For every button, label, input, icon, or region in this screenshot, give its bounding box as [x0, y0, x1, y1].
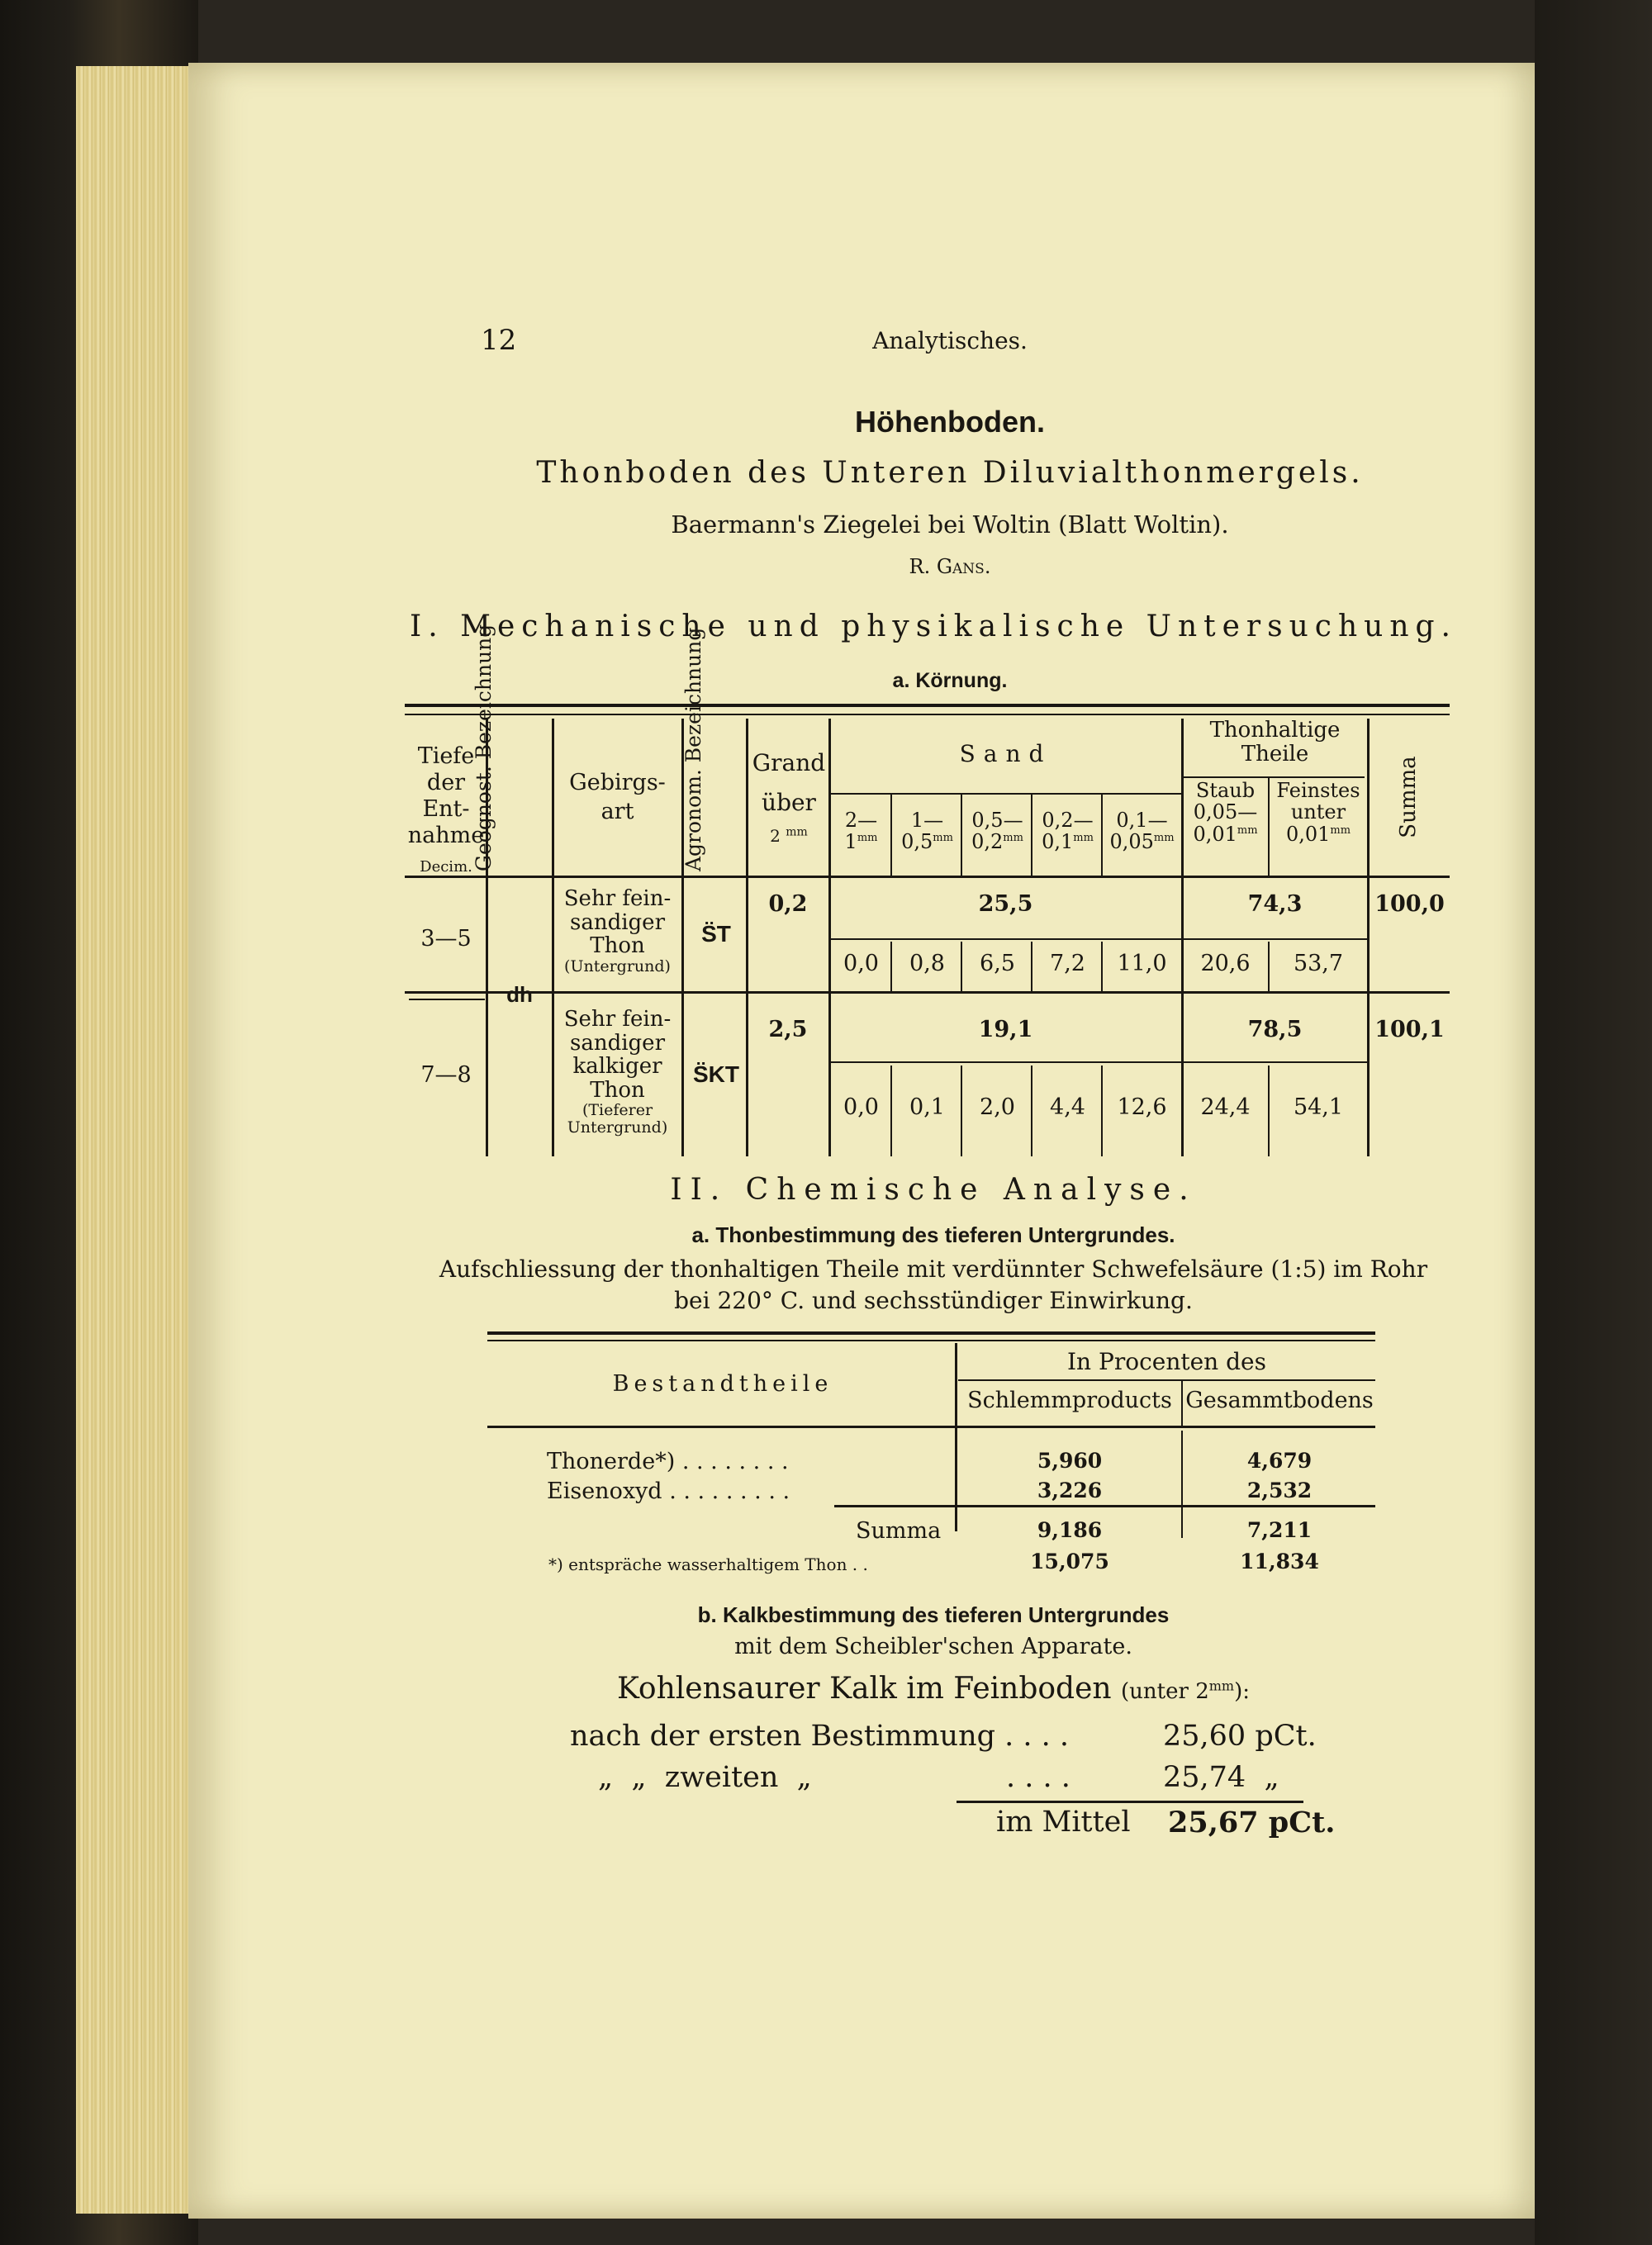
row2-sand-4: 4,4 — [1050, 1094, 1085, 1120]
header-sand-col-3: 0,5— $0,2^{mm}$ — [971, 809, 1023, 854]
row1-sand-1: 0,0 — [843, 951, 879, 976]
section-b-heading: b. Kalkbestimmung des tieferen Untergrundes — [697, 1602, 1170, 1627]
chem-footnote: *) entspräche wasserhaltigem Thon . . — [548, 1554, 868, 1574]
row1-thon-total: 74,3 — [1247, 891, 1303, 917]
row2-sand-total: 19,1 — [978, 1017, 1033, 1042]
kalk-row2-dots: . . . . — [1006, 1761, 1070, 1794]
kalk-row1-value: 25,60 pCt. — [1163, 1720, 1317, 1753]
row2-thon-total: 78,5 — [1247, 1017, 1303, 1042]
row2-sand-1: 0,0 — [843, 1094, 879, 1120]
row2-sand-5: 12,6 — [1117, 1094, 1167, 1120]
header-sand-col-2: 1— $0,5^{mm}$ — [901, 809, 953, 854]
section2-text-1: Aufschliessung der thonhaltigen Theile mit verdünnter Schwefelsäure (1:5) im Rohr — [439, 1255, 1428, 1283]
author: R. Gans. — [909, 555, 991, 578]
row2-depth: 7—8 — [420, 1062, 472, 1088]
book-page — [188, 63, 1535, 2219]
section1-heading: I. Mechanische und physikalische Untersuchung. — [409, 610, 1458, 643]
page-number: 12 — [481, 324, 517, 357]
row2-sand-2: 0,1 — [909, 1094, 945, 1120]
row1-agronom: S̈T — [701, 921, 731, 947]
row2-staub: 24,4 — [1200, 1094, 1251, 1120]
chem-row2-v1: 3,226 — [1037, 1478, 1103, 1502]
row1-grand: 0,2 — [768, 891, 808, 917]
row1-sand-total: 25,5 — [978, 891, 1033, 917]
kalk-row2-label: „ „ zweiten „ — [598, 1761, 812, 1794]
row1-art: Sehr fein- sandiger Thon (Untergrund) — [563, 886, 672, 975]
geognost-value: dh — [506, 982, 533, 1007]
kalk-row1-label: nach der ersten Bestimmung . . . . — [570, 1720, 1070, 1753]
header-thonhaltige: Thonhaltige Theile — [1209, 718, 1341, 767]
row1-sand-2: 0,8 — [909, 951, 945, 976]
chem-footnote-v1: 15,075 — [1030, 1550, 1109, 1573]
row1-depth: 3—5 — [420, 926, 472, 952]
chem-row1-v1: 5,960 — [1037, 1449, 1103, 1473]
chem-row1-label: Thonerde*) . . . . . . . . — [547, 1449, 789, 1474]
header-gebirgsart: Gebirgs- art — [569, 770, 666, 825]
row1-sand-5: 11,0 — [1117, 951, 1167, 976]
row2-agronom: S̈KT — [693, 1061, 739, 1087]
chem-footnote-v2: 11,834 — [1240, 1550, 1319, 1573]
header-sand-col-5: 0,1— $0,05^{mm}$ — [1109, 809, 1175, 854]
row1-staub: 20,6 — [1200, 951, 1251, 976]
row2-feinstes: 54,1 — [1293, 1094, 1344, 1120]
section1-sub: a. Körnung. — [892, 669, 1008, 692]
row1-summa: 100,0 — [1374, 891, 1445, 917]
row1-sand-4: 7,2 — [1050, 951, 1085, 976]
header-decim: Decim. — [420, 858, 472, 876]
kalk-sum-rule — [957, 1801, 1303, 1803]
chem-col2: Gesammtbodens — [1185, 1388, 1374, 1413]
row2-summa: 100,1 — [1374, 1017, 1445, 1042]
section2-text-2: bei 220° C. und sechsstündiger Einwirkung. — [674, 1287, 1193, 1314]
header-geognost: Geognost. Bezeichnung — [472, 624, 496, 871]
chem-summa-v2: 7,211 — [1246, 1518, 1313, 1542]
chem-row2-label: Eisenoxyd . . . . . . . . . — [547, 1478, 790, 1504]
chem-col1: Schlemmproducts — [967, 1388, 1172, 1413]
header-sand-col-4: 0,2— $0,1^{mm}$ — [1042, 809, 1094, 854]
main-title: Höhenboden. — [855, 405, 1045, 439]
kalk-row2-value: 25,74 „ — [1163, 1761, 1279, 1794]
chem-col-label: Bestandtheile — [612, 1371, 833, 1397]
row1-feinstes: 53,7 — [1293, 951, 1344, 976]
section2-heading: II. Chemische Analyse. — [670, 1173, 1197, 1207]
running-title: Analytisches. — [872, 327, 1028, 354]
background-right — [1535, 0, 1652, 2245]
location: Baermann's Ziegelei bei Woltin (Blatt Woltin). — [671, 510, 1229, 539]
header-grand: Grand über 2 $^{mm}$ — [752, 749, 826, 847]
header-agronom: Agronom. Bezeichnung — [681, 627, 705, 871]
chem-summa-label: Summa — [856, 1518, 942, 1544]
chem-summa-v1: 9,186 — [1037, 1518, 1103, 1542]
kalk-row3-value: 25,67 pCt. — [1168, 1806, 1336, 1839]
section2-sub-a: a. Thonbestimmung des tieferen Untergrundes. — [691, 1222, 1175, 1247]
subtitle: Thonboden des Unteren Diluvialthonmergels. — [536, 456, 1364, 490]
chem-group: In Procenten des — [1067, 1348, 1266, 1375]
kalk-row3-label: im Mittel — [996, 1806, 1131, 1839]
chem-row1-v2: 4,679 — [1246, 1449, 1313, 1473]
header-staub: Staub 0,05— $0,01^{mm}$ — [1193, 779, 1258, 846]
row2-grand: 2,5 — [768, 1017, 808, 1042]
header-sand-col-1: 2— $1^{mm}$ — [844, 809, 878, 854]
row2-sand-3: 2,0 — [980, 1094, 1015, 1120]
header-summa: Summa — [1396, 756, 1421, 838]
section-b-sub: mit dem Scheibler'schen Apparate. — [734, 1634, 1132, 1659]
header-feinstes: Feinstes unter $0,01^{mm}$ — [1276, 779, 1360, 846]
page-edges — [76, 66, 200, 2214]
header-sand: Sand — [959, 740, 1052, 767]
chem-row2-v2: 2,532 — [1246, 1478, 1313, 1502]
row2-art: Sehr fein- sandiger kalkiger Thon (Tieferer Untergrund) — [563, 1007, 672, 1137]
row1-sand-3: 6,5 — [980, 951, 1015, 976]
header-tiefe: Tiefe der Ent- nahme — [407, 743, 485, 848]
kalk-heading: Kohlensaurer Kalk im Feinboden (unter $2^{mm}$): — [617, 1672, 1250, 1706]
